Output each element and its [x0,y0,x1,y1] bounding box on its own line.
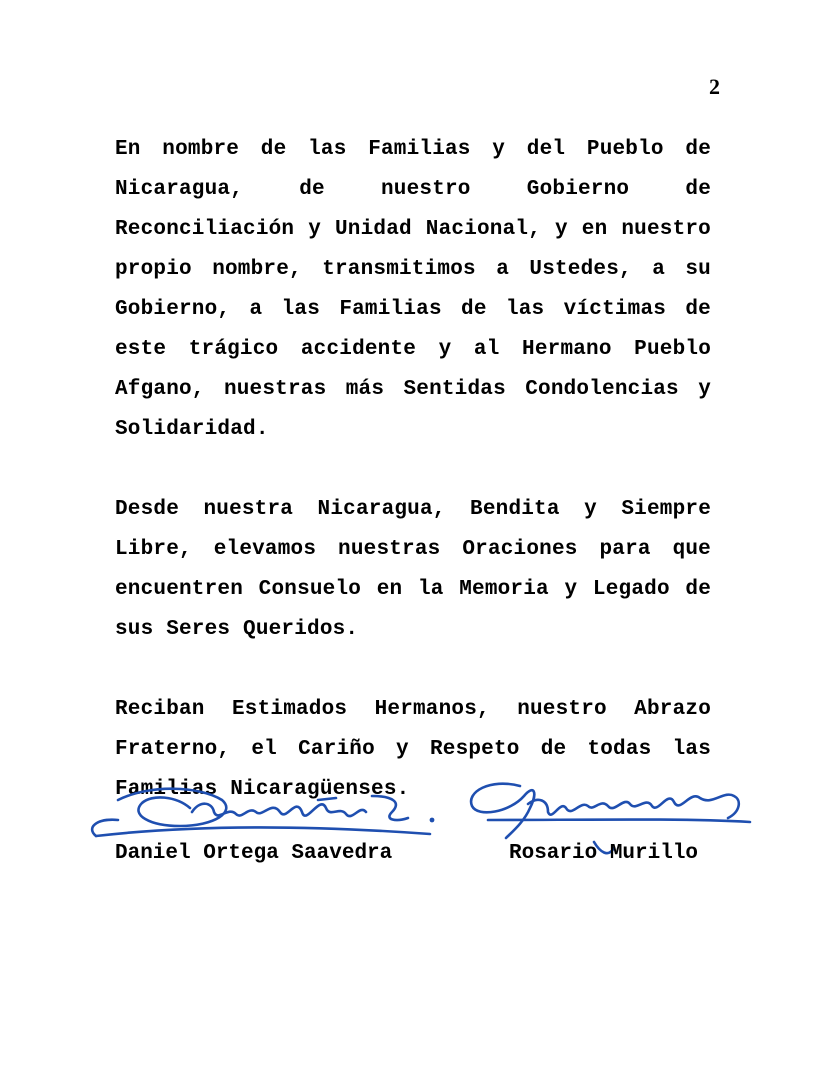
signatory-name-left: Daniel Ortega Saavedra [115,842,393,865]
signature-left-dot [430,818,435,823]
paragraph-prayers: Desde nuestra Nicaragua, Bendita y Siempre Libre, elevamos nuestras Oraciones para que encuentren Consuelo en la Memoria y Legado de sus Seres Queridos. [115,498,711,641]
signature-left-cross [318,798,336,800]
signatory-name-right: Rosario Murillo [509,842,699,865]
page-number: 2 [709,74,720,99]
signature-left-underline [96,828,430,837]
signature-right [471,784,739,838]
paragraph-closing: Reciban Estimados Hermanos, nuestro Abrazo Fraterno, el Cariño y Respeto de todas las Familias Nicaragüenses. [115,698,711,801]
signature-right-underline [488,820,750,823]
signature-left [118,789,408,826]
paragraph-condolences: En nombre de las Familias y del Pueblo de Nicaragua, de nuestro Gobierno de Reconciliación y Unidad Nacional, y en nuestro propio nombre, transmitimos a Ustedes, a su Gobierno, a las Familias de las víctimas de este trágico accidente y al Hermano Pueblo Afgano, nuestras más Sentidas Condolencias y Solidaridad. [115,138,711,441]
